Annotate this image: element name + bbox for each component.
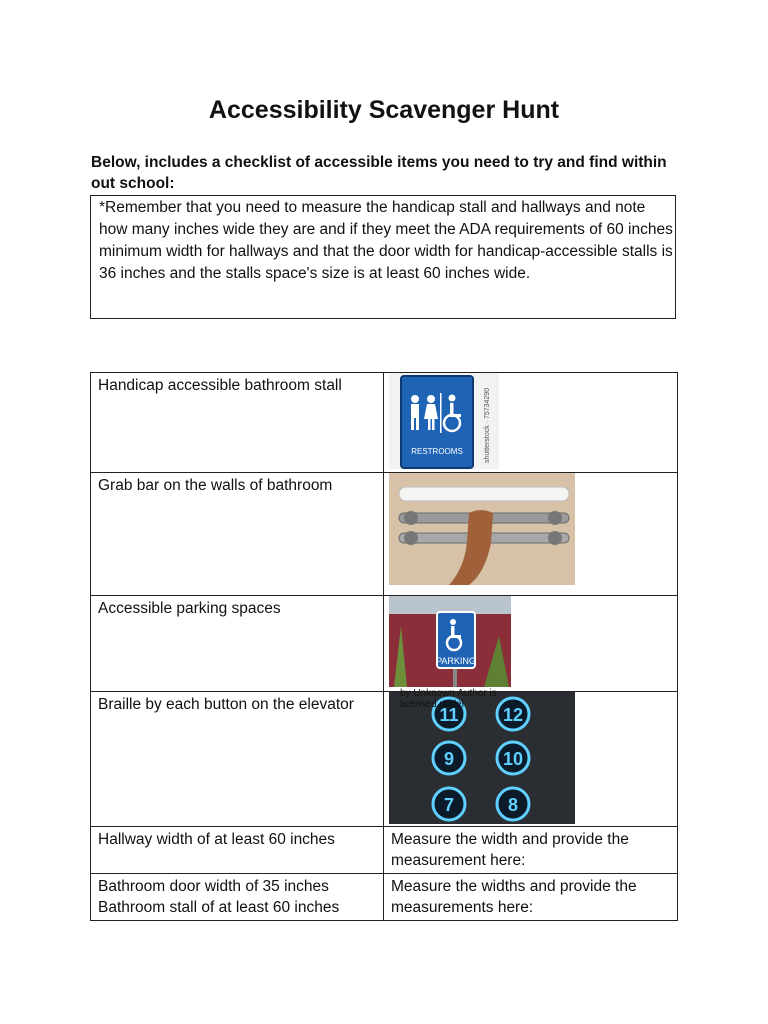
item-label: Handicap accessible bathroom stall [98,377,342,394]
parking-sign-image [389,596,511,687]
elevator-button-number: 7 [443,795,455,815]
instruction-text: Measure the widths and provide the measurements here: [391,878,637,916]
item-cell [91,373,384,473]
item-label: Bathroom stall of at least 60 inches [98,899,340,916]
table-row [91,373,678,473]
item-cell [91,692,384,827]
instruction-text: Measure the width and provide the measurement here: [391,831,629,869]
item-cell [91,473,384,596]
grab-bar-image [389,473,575,585]
table-row [91,596,678,692]
item-label: Braille by each button on the elevator [98,696,354,713]
image-cell [384,373,678,473]
image-cell [384,692,678,827]
table-row [91,827,678,874]
item-label: Hallway width of at least 60 inches [98,831,335,848]
item-label: Accessible parking spaces [98,600,281,617]
elevator-buttons-image [389,692,575,824]
item-cell [91,827,384,874]
image-cell [384,473,678,596]
image-cell [384,596,678,692]
checklist-table [90,372,678,921]
elevator-button-number: 8 [507,795,519,815]
table-row [91,473,678,596]
table-row [91,692,678,827]
restroom-sign-label: RESTROOMS [411,447,463,456]
table-row [91,874,678,921]
intro-text: Below, includes a checklist of accessible items you need to try and find within out school: [91,154,667,192]
item-cell [91,874,384,921]
parking-sign-label: PARKING [436,656,476,666]
page-title: Accessibility Scavenger Hunt [208,96,560,124]
item-label: Grab bar on the walls of bathroom [98,477,333,494]
image-attribution-caption: by Unknown Author is licensed under [400,688,497,710]
requirements-note-text: *Remember that you need to measure the handicap stall and hallways and note how many inches wide they are and if they meet the ADA requirements of 60 inches minimum width for hallways and that the door width for handicap-accessible stalls is 36 inches and the stalls space's size is at least 60 inches wide. [99,199,673,282]
instruction-cell [384,874,678,921]
elevator-button-number: 11 [439,705,459,725]
requirements-note-box [90,195,676,319]
elevator-button-number: 10 [502,749,524,769]
elevator-button-number: 9 [443,749,455,769]
instruction-cell [384,827,678,874]
item-cell [91,596,384,692]
restroom-sign-image [389,373,499,469]
item-label: Bathroom door width of 35 inches [98,878,329,895]
stock-watermark: shutterstock · 75734290 [484,387,491,463]
elevator-button-number: 12 [502,705,524,725]
